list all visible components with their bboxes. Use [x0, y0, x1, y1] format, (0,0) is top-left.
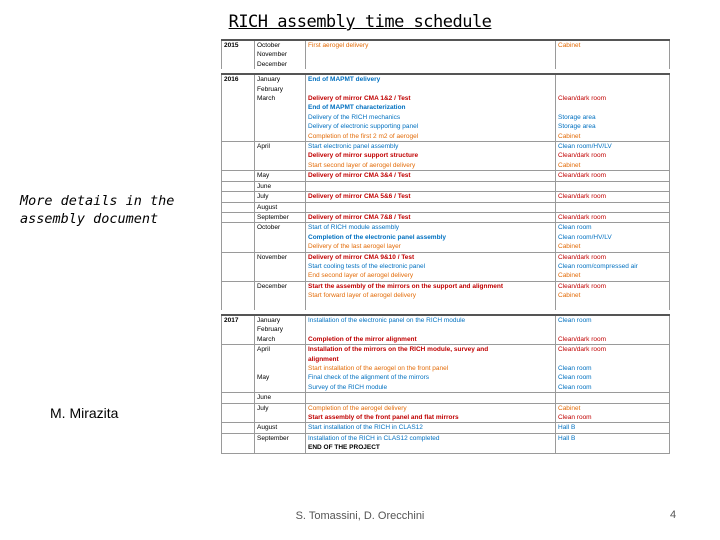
place-cell: [556, 443, 670, 453]
month-cell: [255, 132, 306, 142]
month-cell: May: [255, 171, 306, 181]
place-cell: Clean/dark room: [556, 94, 670, 103]
year-cell: [222, 291, 255, 300]
place-cell: Hall B: [556, 423, 670, 433]
month-cell: [255, 122, 306, 131]
schedule-row: [222, 60, 670, 69]
year-cell: [222, 364, 255, 373]
task-cell: Delivery of mirror CMA 1&2 / Test: [306, 94, 556, 103]
place-cell: Cabinet: [556, 132, 670, 142]
schedule-row: [222, 74, 670, 84]
task-cell: Completion of the electronic panel assembly: [306, 233, 556, 242]
task-cell: Start electronic panel assembly: [306, 142, 556, 152]
schedule-row: [222, 364, 670, 373]
month-cell: September: [255, 212, 306, 222]
author-name: M. Mirazita: [50, 405, 119, 421]
year-cell: [222, 223, 255, 233]
schedule-row: [222, 50, 670, 59]
task-cell: [306, 393, 556, 403]
month-cell: July: [255, 403, 306, 413]
place-cell: Clean room: [556, 315, 670, 325]
task-cell: Delivery of the RICH mechanics: [306, 113, 556, 122]
month-cell: February: [255, 85, 306, 94]
task-cell: Delivery of mirror support structure: [306, 151, 556, 160]
place-cell: [556, 74, 670, 84]
year-cell: [222, 443, 255, 453]
month-cell: [255, 364, 306, 373]
month-cell: [255, 233, 306, 242]
task-cell: Start second layer of aerogel delivery: [306, 161, 556, 171]
place-cell: [556, 103, 670, 112]
schedule-row: [222, 161, 670, 171]
month-cell: August: [255, 423, 306, 433]
schedule-table: [221, 39, 670, 454]
schedule-row: [222, 403, 670, 413]
schedule-row: [222, 443, 670, 453]
schedule-row: [222, 122, 670, 131]
month-cell: November: [255, 50, 306, 59]
task-cell: [306, 50, 556, 59]
place-cell: Hall B: [556, 433, 670, 443]
place-cell: Clean room: [556, 373, 670, 382]
month-cell: May: [255, 373, 306, 382]
place-cell: Clean/dark room: [556, 281, 670, 291]
schedule-row: [222, 103, 670, 112]
schedule-row: [222, 271, 670, 281]
place-cell: [556, 60, 670, 69]
footer-authors: S. Tomassini, D. Orecchini: [295, 510, 425, 522]
schedule-row: [222, 301, 670, 310]
year-cell: [222, 192, 255, 202]
task-cell: Delivery of mirror CMA 5&6 / Test: [306, 192, 556, 202]
year-cell: 2015: [222, 40, 255, 50]
task-cell: Final check of the alignment of the mirrors: [306, 373, 556, 382]
task-cell: [306, 181, 556, 191]
task-cell: [306, 301, 556, 310]
task-cell: Completion of the mirror alignment: [306, 335, 556, 345]
place-cell: Cabinet: [556, 161, 670, 171]
schedule-row: [222, 345, 670, 355]
month-cell: August: [255, 202, 306, 212]
place-cell: Cabinet: [556, 271, 670, 281]
month-cell: February: [255, 325, 306, 334]
year-cell: [222, 171, 255, 181]
year-cell: [222, 271, 255, 281]
year-cell: [222, 413, 255, 423]
task-cell: Delivery of mirror CMA 3&4 / Test: [306, 171, 556, 181]
month-cell: [255, 113, 306, 122]
page-number: 4: [670, 509, 677, 521]
year-cell: [222, 433, 255, 443]
year-cell: [222, 383, 255, 393]
year-cell: 2017: [222, 315, 255, 325]
schedule-row: [222, 355, 670, 364]
year-cell: [222, 113, 255, 122]
schedule-row: [222, 433, 670, 443]
schedule-row: [222, 212, 670, 222]
year-cell: [222, 325, 255, 334]
task-cell: Delivery of mirror CMA 7&8 / Test: [306, 212, 556, 222]
month-cell: July: [255, 192, 306, 202]
schedule-row: [222, 413, 670, 423]
place-cell: Clean room/HV/LV: [556, 233, 670, 242]
year-cell: [222, 423, 255, 433]
year-cell: [222, 142, 255, 152]
place-cell: [556, 50, 670, 59]
month-cell: April: [255, 142, 306, 152]
month-cell: [255, 443, 306, 453]
year-cell: [222, 161, 255, 171]
year-cell: [222, 85, 255, 94]
task-cell: End of MAPMT delivery: [306, 74, 556, 84]
year-cell: [222, 94, 255, 103]
place-cell: [556, 355, 670, 364]
task-cell: Completion of the aerogel delivery: [306, 403, 556, 413]
schedule-row: [222, 94, 670, 103]
schedule-row: [222, 171, 670, 181]
schedule-row: [222, 233, 670, 242]
month-cell: June: [255, 393, 306, 403]
month-cell: [255, 383, 306, 393]
month-cell: [255, 242, 306, 252]
task-cell: Start installation of the RICH in CLAS12: [306, 423, 556, 433]
task-cell: End second layer of aerogel delivery: [306, 271, 556, 281]
schedule-row: [222, 85, 670, 94]
schedule-row: [222, 202, 670, 212]
month-cell: [255, 413, 306, 423]
task-cell: Completion of the first 2 m2 of aerogel: [306, 132, 556, 142]
month-cell: [255, 291, 306, 300]
month-cell: January: [255, 74, 306, 84]
place-cell: Clean room/HV/LV: [556, 142, 670, 152]
schedule-row: [222, 192, 670, 202]
year-cell: [222, 60, 255, 69]
year-cell: [222, 212, 255, 222]
schedule-row: [222, 242, 670, 252]
schedule-row: [222, 40, 670, 50]
year-cell: [222, 262, 255, 271]
month-cell: January: [255, 315, 306, 325]
task-cell: [306, 325, 556, 334]
task-cell: [306, 85, 556, 94]
schedule-row: [222, 223, 670, 233]
task-cell: [306, 60, 556, 69]
year-cell: [222, 252, 255, 262]
month-cell: [255, 355, 306, 364]
schedule-row: [222, 373, 670, 382]
place-cell: Clean room: [556, 383, 670, 393]
year-cell: [222, 281, 255, 291]
schedule-row: [222, 383, 670, 393]
schedule-row: [222, 142, 670, 152]
slide-title: RICH assembly time schedule: [228, 12, 492, 32]
month-cell: [255, 301, 306, 310]
year-cell: [222, 122, 255, 131]
place-cell: Cabinet: [556, 291, 670, 300]
place-cell: Cabinet: [556, 40, 670, 50]
task-cell: Installation of the mirrors on the RICH module, survey and: [306, 345, 556, 355]
place-cell: Clean/dark room: [556, 171, 670, 181]
month-cell: March: [255, 335, 306, 345]
place-cell: Clean/dark room: [556, 345, 670, 355]
year-cell: [222, 355, 255, 364]
year-cell: [222, 393, 255, 403]
task-cell: First aerogel delivery: [306, 40, 556, 50]
place-cell: Clean room: [556, 223, 670, 233]
year-cell: [222, 335, 255, 345]
month-cell: [255, 271, 306, 281]
place-cell: Clean/dark room: [556, 151, 670, 160]
month-cell: September: [255, 433, 306, 443]
month-cell: October: [255, 223, 306, 233]
month-cell: [255, 103, 306, 112]
place-cell: [556, 181, 670, 191]
place-cell: Clean/dark room: [556, 192, 670, 202]
year-cell: [222, 132, 255, 142]
year-cell: [222, 345, 255, 355]
task-cell: [306, 202, 556, 212]
year-cell: [222, 301, 255, 310]
place-cell: Clean/dark room: [556, 252, 670, 262]
year-cell: [222, 181, 255, 191]
year-cell: [222, 202, 255, 212]
year-cell: [222, 151, 255, 160]
task-cell: Delivery of electronic supporting panel: [306, 122, 556, 131]
schedule-row: [222, 252, 670, 262]
task-cell: Survey of the RICH module: [306, 383, 556, 393]
task-cell: Delivery of the last aerogel layer: [306, 242, 556, 252]
month-cell: June: [255, 181, 306, 191]
task-cell: Delivery of mirror CMA 9&10 / Test: [306, 252, 556, 262]
place-cell: Storage area: [556, 122, 670, 131]
month-cell: [255, 151, 306, 160]
task-cell: Start assembly of the front panel and flat mirrors: [306, 413, 556, 423]
schedule-row: [222, 113, 670, 122]
month-cell: [255, 161, 306, 171]
schedule-row: [222, 291, 670, 300]
task-cell: Start forward layer of aerogel delivery: [306, 291, 556, 300]
month-cell: December: [255, 60, 306, 69]
schedule-row: [222, 393, 670, 403]
place-cell: [556, 325, 670, 334]
year-cell: [222, 242, 255, 252]
year-cell: 2016: [222, 74, 255, 84]
schedule-row: [222, 281, 670, 291]
task-cell: Start the assembly of the mirrors on the support and alignment: [306, 281, 556, 291]
month-cell: March: [255, 94, 306, 103]
schedule-row: [222, 262, 670, 271]
task-cell: End of MAPMT characterization: [306, 103, 556, 112]
assembly-document-note: More details in the assembly document: [20, 193, 175, 227]
year-cell: [222, 403, 255, 413]
place-cell: [556, 393, 670, 403]
schedule-row: [222, 181, 670, 191]
place-cell: Cabinet: [556, 242, 670, 252]
task-cell: Start installation of the aerogel on the front panel: [306, 364, 556, 373]
month-cell: April: [255, 345, 306, 355]
place-cell: [556, 301, 670, 310]
schedule-row: [222, 315, 670, 325]
month-cell: October: [255, 40, 306, 50]
schedule-row: [222, 325, 670, 334]
task-cell: END OF THE PROJECT: [306, 443, 556, 453]
month-cell: December: [255, 281, 306, 291]
year-cell: [222, 373, 255, 382]
place-cell: Cabinet: [556, 403, 670, 413]
task-cell: alignment: [306, 355, 556, 364]
place-cell: [556, 202, 670, 212]
place-cell: Clean room: [556, 364, 670, 373]
task-cell: Start cooling tests of the electronic panel: [306, 262, 556, 271]
task-cell: Installation of the electronic panel on the RICH module: [306, 315, 556, 325]
task-cell: Start of RICH module assembly: [306, 223, 556, 233]
year-cell: [222, 233, 255, 242]
place-cell: Clean/dark room: [556, 335, 670, 345]
schedule-row: [222, 423, 670, 433]
year-cell: [222, 50, 255, 59]
schedule-row: [222, 151, 670, 160]
month-cell: [255, 262, 306, 271]
place-cell: Clean room/compressed air: [556, 262, 670, 271]
place-cell: Clean room: [556, 413, 670, 423]
task-cell: Installation of the RICH in CLAS12 completed: [306, 433, 556, 443]
schedule-row: [222, 335, 670, 345]
month-cell: November: [255, 252, 306, 262]
year-cell: [222, 103, 255, 112]
place-cell: Storage area: [556, 113, 670, 122]
place-cell: Clean/dark room: [556, 212, 670, 222]
schedule-row: [222, 132, 670, 142]
place-cell: [556, 85, 670, 94]
